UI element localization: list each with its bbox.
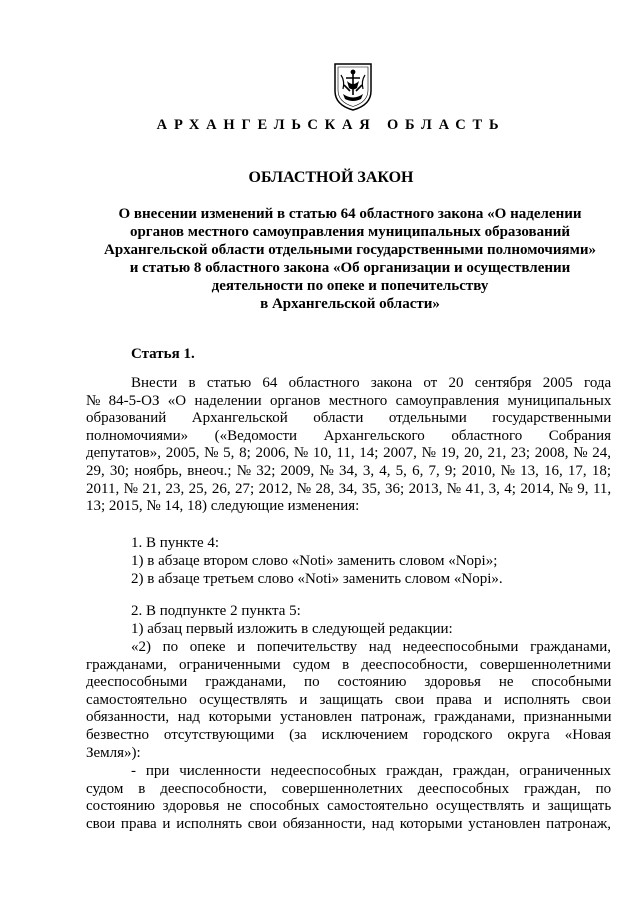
text-line: № 84-5-ОЗ «О наделении органов местного самоуправления муниципальных	[86, 392, 612, 409]
title-line: деятельности по опеке и попечительству	[211, 278, 489, 294]
text-line: обязанности, над которыми установлен патронаж, гражданами, признанными	[86, 709, 612, 726]
text-line: гражданами, ограниченными судом в дееспособности, совершеннолетними	[86, 656, 611, 673]
text-line: безвестно отсутствующими (за исключением городского округа «Новая	[86, 726, 611, 743]
point-1-item: 2) в абзаце третьем слово «Noti» заменить словом «Nopi».	[131, 571, 503, 587]
point-1-item: 1) в абзаце втором слово «Noti» заменить словом «Nopi»;	[131, 553, 498, 569]
text-line: состоянию здоровья не способных самостоятельно осуществлять и защищать	[86, 798, 612, 815]
text-line: судом в дееспособности, совершеннолетних дееспособных граждан, по	[86, 780, 612, 797]
quoted-paragraph	[86, 639, 611, 762]
point-2-heading: 2. В подпункте 2 пункта 5:	[131, 603, 301, 619]
article-intro-paragraph	[86, 375, 611, 516]
coat-of-arms-emblem	[329, 61, 377, 111]
text-line: 29, 30; ноябрь, внеоч.; № 32; 2009, № 34, 3, 4, 5, 6, 7, 9; 2010, № 13, 16, 17, 18;	[86, 462, 611, 479]
region-name: АРХАНГЕЛЬСКАЯ ОБЛАСТЬ	[156, 117, 506, 133]
title-line: Архангельской области отдельными государственными полномочиями»	[104, 242, 596, 258]
title-line: О внесении изменений в статью 64 областного закона «О наделении	[118, 206, 582, 222]
text-line: - при численности недееспособных граждан, граждан, ограниченных	[131, 763, 611, 779]
text-line: 13; 2015, № 14, 18) следующие изменения:	[86, 498, 360, 515]
point-1-heading: 1. В пункте 4:	[131, 535, 220, 551]
text-line: 2011, № 21, 23, 25, 26, 27; 2012, № 28, 34, 35, 36; 2013, № 41, 3, 4; 2014, № 9, 11,	[86, 480, 612, 497]
title-line: органов местного самоуправления муниципальных образований	[129, 224, 571, 240]
text-line: свои права и исполнять свои обязанности, над которыми установлен патронаж,	[86, 815, 611, 832]
law-title	[100, 205, 600, 313]
point-2-item: 1) абзац первый изложить в следующей редакции:	[131, 621, 453, 637]
title-line: и статью 8 областного закона «Об организации и осуществлении	[129, 260, 571, 276]
text-line: дееспособными гражданами, по состоянию здоровья не способными	[86, 674, 612, 691]
dash-paragraph	[86, 763, 611, 833]
text-line: «2) по опеке и попечительству над недееспособными гражданами,	[131, 639, 611, 655]
text-line: полномочиями» («Ведомости Архангельского областного Собрания	[86, 427, 611, 444]
article-heading: Статья 1.	[131, 346, 195, 362]
document-type: ОБЛАСТНОЙ ЗАКОН	[248, 169, 414, 186]
text-line: самостоятельно осуществлять и защищать свои права и исполнять свои	[86, 691, 611, 708]
title-line: в Архангельской области»	[260, 296, 440, 312]
text-line: Земля»):	[86, 744, 141, 761]
text-line: депутатов», 2005, № 5, 8; 2006, № 10, 11, 14; 2007, № 19, 20, 21, 23; 2008, № 24,	[86, 445, 611, 462]
text-line: Внести в статью 64 областного закона от 20 сентября 2005 года	[131, 375, 612, 391]
text-line: образований Архангельской области отдельными государственными	[86, 410, 612, 427]
